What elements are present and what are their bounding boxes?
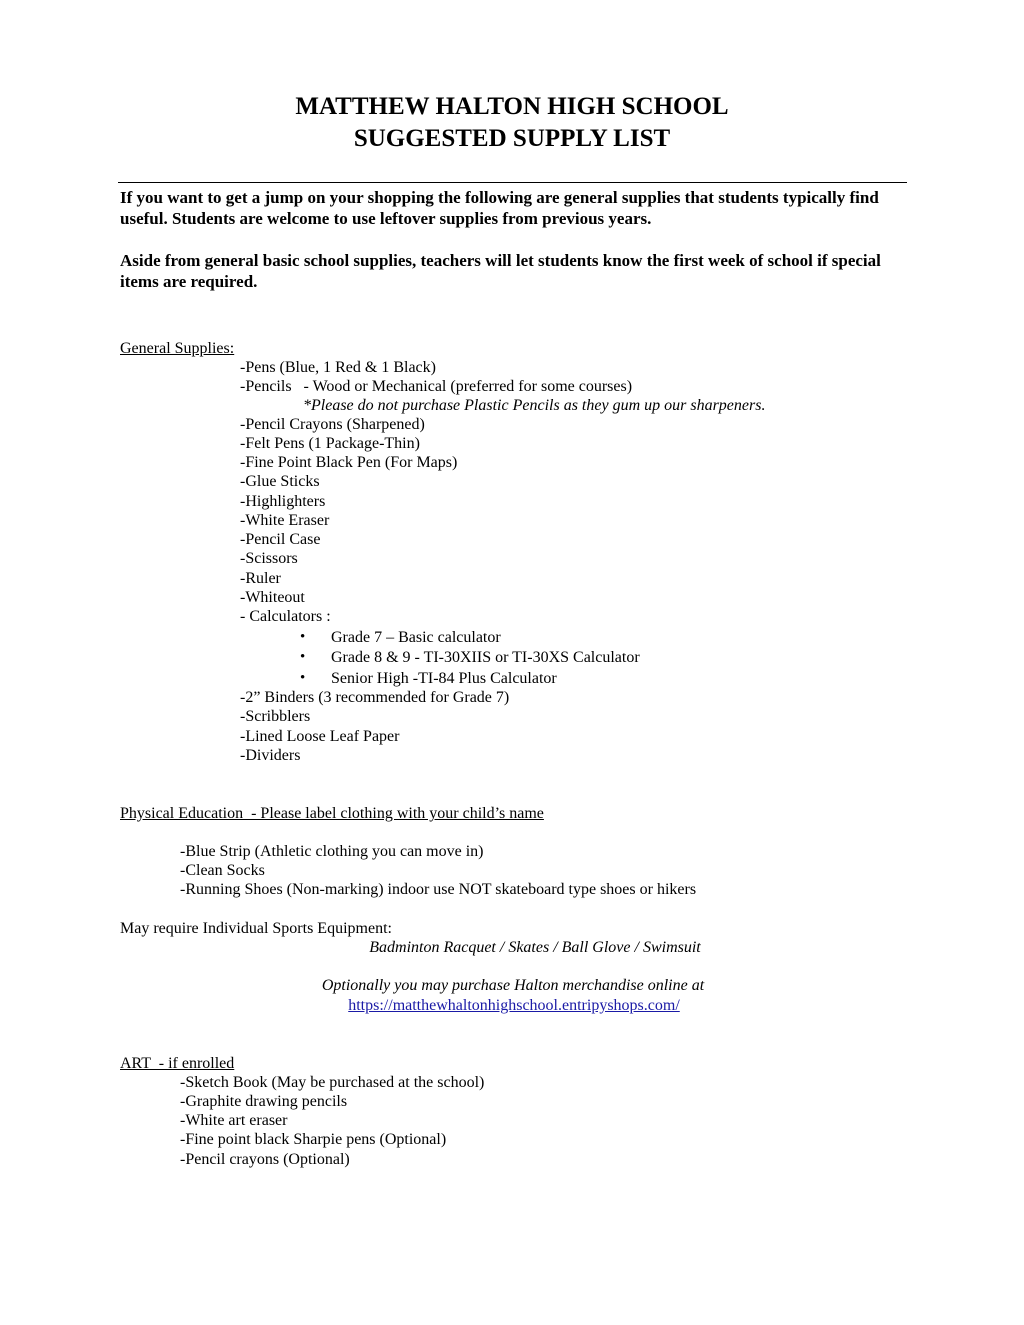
calculator-item: Grade 7 – Basic calculator — [331, 629, 501, 646]
pe-heading: Physical Education - Please label clothing with your child’s name — [120, 805, 544, 822]
merch-note: Optionally you may purchase Halton merchandise online at — [321, 977, 705, 994]
list-item: -Glue Sticks — [240, 473, 320, 490]
list-item: -Ruler — [240, 570, 281, 587]
list-item: -Pencil crayons (Optional) — [180, 1151, 350, 1168]
list-item: -Whiteout — [240, 589, 305, 606]
bullet-icon: • — [300, 670, 306, 686]
title-divider — [118, 182, 907, 183]
list-item: -Blue Strip (Athletic clothing you can move in) — [180, 843, 484, 860]
bullet-icon: • — [300, 629, 306, 645]
calculator-item: Grade 8 & 9 - TI-30XIIS or TI-30XS Calculator — [331, 649, 640, 666]
calculator-item: Senior High -TI-84 Plus Calculator — [331, 670, 557, 687]
list-item: -Felt Pens (1 Package-Thin) — [240, 435, 420, 452]
list-item: -Graphite drawing pencils — [180, 1093, 348, 1110]
art-heading: ART - if enrolled — [120, 1055, 235, 1072]
list-item: -Fine Point Black Pen (For Maps) — [240, 454, 458, 471]
list-item: -Scissors — [240, 550, 298, 567]
equipment-list: Badminton Racquet / Skates / Ball Glove / Swimsuit — [369, 939, 701, 956]
list-item: -Highlighters — [240, 493, 326, 510]
list-item: -2” Binders (3 recommended for Grade 7) — [240, 689, 510, 706]
list-item: -Pencils - Wood or Mechanical (preferred for some courses) — [240, 378, 633, 395]
list-item: -White Eraser — [240, 512, 330, 529]
general-supplies-heading: General Supplies: — [120, 340, 235, 357]
list-item: -Pencil Case — [240, 531, 321, 548]
merch-link[interactable]: https://matthewhaltonhighschool.entripyshops.com/ — [348, 997, 680, 1014]
list-item: -Fine point black Sharpie pens (Optional) — [180, 1131, 447, 1148]
list-item: -Scribblers — [240, 708, 311, 725]
list-item: -Lined Loose Leaf Paper — [240, 728, 400, 745]
list-item: -Pens (Blue, 1 Red & 1 Black) — [240, 359, 436, 376]
list-item: -Pencil Crayons (Sharpened) — [240, 416, 425, 433]
list-item: -White art eraser — [180, 1112, 288, 1129]
list-item: -Running Shoes (Non-marking) indoor use NOT skateboard type shoes or hikers — [180, 881, 697, 898]
equipment-label: May require Individual Sports Equipment: — [120, 920, 392, 937]
page-title: MATTHEW HALTON HIGH SCHOOL — [295, 93, 729, 120]
intro-paragraph-1: If you want to get a jump on your shopping the following are general supplies that students typically find useful. Students are welcome to use leftover supplies from previous years. — [120, 188, 879, 228]
list-item: -Sketch Book (May be purchased at the school) — [180, 1074, 485, 1091]
bullet-icon: • — [300, 649, 306, 665]
intro-paragraph-2: Aside from general basic school supplies, teachers will let students know the first week of school if special items are required. — [120, 251, 881, 291]
list-item: - Calculators : — [240, 608, 331, 625]
page-subtitle: SUGGESTED SUPPLY LIST — [353, 125, 671, 152]
pencil-note: *Please do not purchase Plastic Pencils as they gum up our sharpeners. — [303, 397, 766, 414]
list-item: -Dividers — [240, 747, 301, 764]
list-item: -Clean Socks — [180, 862, 265, 879]
